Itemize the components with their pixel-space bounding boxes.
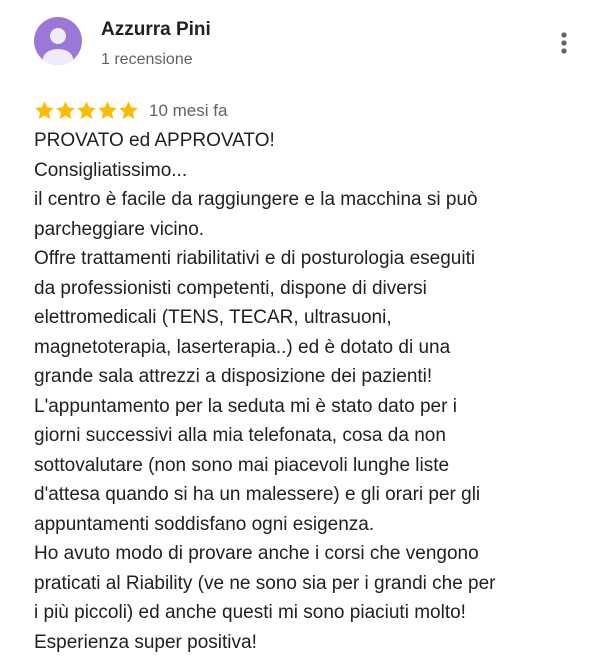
review-text-line: Offre trattamenti riabilitativi e di posturologia eseguiti bbox=[34, 248, 476, 269]
review-text-line: praticati al Riability (ve ne sono sia per i grandi che per bbox=[34, 572, 496, 594]
review-text-line: L'appuntamento per la seduta mi è stato dato per i bbox=[34, 395, 457, 417]
review-text-line: grande sala attrezzi a disposizione dei pazienti! bbox=[34, 366, 433, 387]
rating-row bbox=[34, 100, 227, 121]
review-count[interactable]: 1 recensione bbox=[101, 51, 193, 68]
star-icon bbox=[34, 100, 55, 121]
star-icon bbox=[118, 100, 139, 121]
user-avatar-icon bbox=[34, 17, 82, 65]
star-icon bbox=[55, 100, 76, 121]
review-date: 10 mesi fa bbox=[149, 100, 228, 120]
review-text-line: i più piccoli) ed anche questi mi sono piaciuti molto! bbox=[34, 602, 466, 623]
review-text-line: Consigliatissimo... bbox=[34, 159, 188, 181]
review-text-line: PROVATO ed APPROVATO! bbox=[34, 130, 275, 151]
more-options-button[interactable] bbox=[550, 28, 578, 60]
review-text bbox=[34, 126, 594, 657]
review-text-line: d'attesa quando si ha un malessere) e gli orari per gli bbox=[34, 484, 481, 505]
star-icon bbox=[76, 100, 97, 121]
star-icon bbox=[97, 100, 118, 121]
review-text-line: parcheggiare vicino. bbox=[34, 218, 205, 240]
review-text-line: giorni successivi alla mia telefonata, cosa da non bbox=[34, 425, 446, 446]
review-text-line: elettromedicali (TENS, TECAR, ultrasuoni, bbox=[34, 307, 392, 328]
avatar[interactable] bbox=[34, 17, 82, 65]
review-text-line: magnetoterapia, laserterapia..) ed è dotato di una bbox=[34, 336, 451, 358]
star-rating bbox=[34, 100, 139, 121]
review-text-line: Ho avuto modo di provare anche i corsi che vengono bbox=[34, 543, 479, 564]
review-text-line: il centro è facile da raggiungere e la macchina si può bbox=[34, 189, 478, 210]
author-name[interactable]: Azzurra Pini bbox=[101, 19, 211, 40]
more-vert-icon bbox=[550, 28, 578, 60]
review-text-line: da professionisti competenti, dispone di diversi bbox=[34, 277, 427, 299]
review-text-line: Esperienza super positiva! bbox=[34, 631, 257, 653]
review-text-line: appuntamenti soddisfano ogni esigenza. bbox=[34, 513, 375, 535]
review-text-line: sottovalutare (non sono mai piacevoli lunghe liste bbox=[34, 454, 450, 476]
